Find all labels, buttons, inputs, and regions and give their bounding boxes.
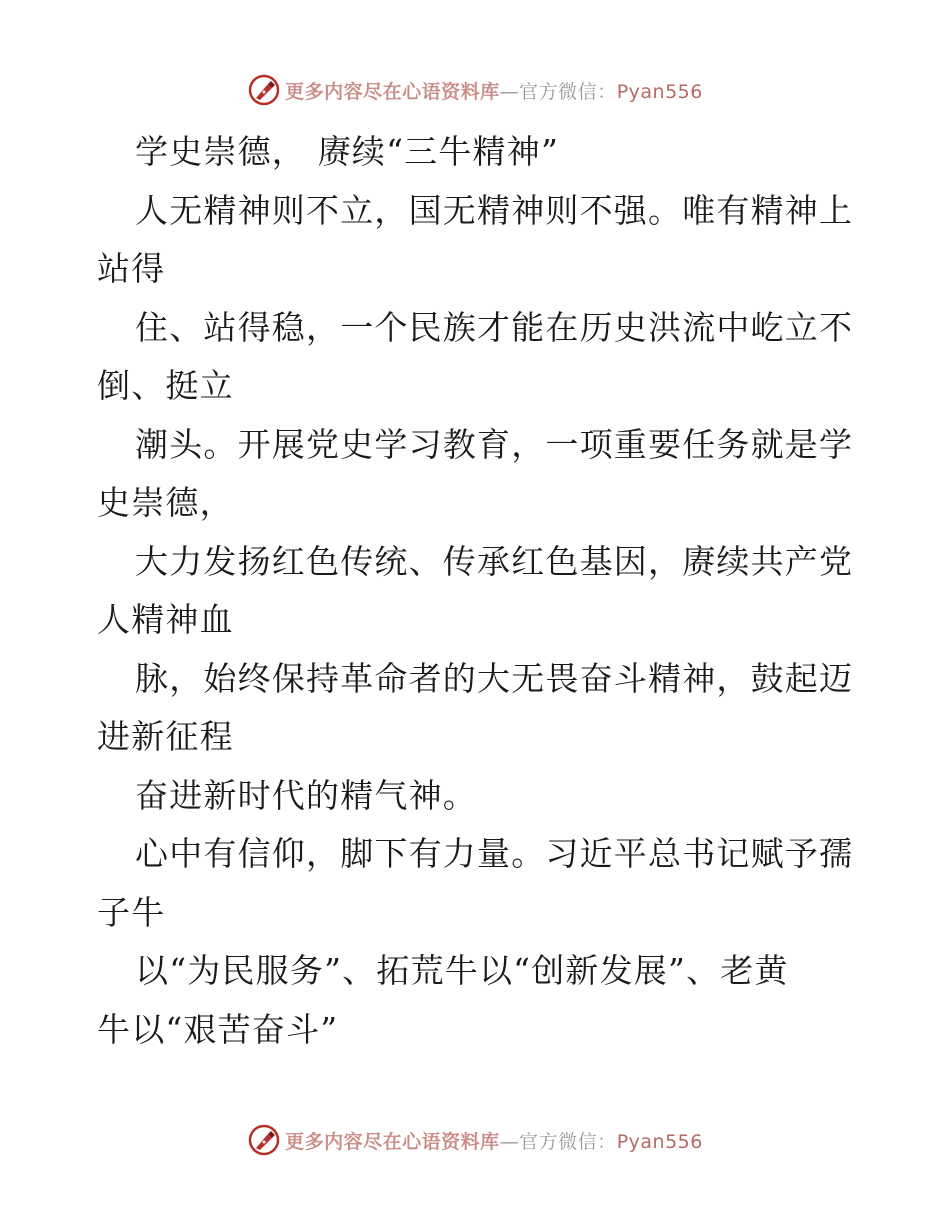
- footer-banner-wechat-id: Pyan556: [616, 1130, 703, 1153]
- text-line: 潮头。开展党史学习教育，一项重要任务就是学: [135, 424, 854, 464]
- text-line: 心中有信仰，脚下有力量。习近平总书记赋予孺: [135, 834, 854, 873]
- text-line: 人精神血: [97, 600, 234, 639]
- pen-nib-logo-icon: [247, 73, 281, 107]
- text-line: 奋进新时代的精气神。: [135, 775, 477, 815]
- text-line: 大力发扬红色传统、传承红色基因，赓续共产党: [135, 541, 854, 581]
- footer-banner-site: 更多内容尽在心语资料库: [285, 1130, 500, 1153]
- header-banner: [0, 70, 950, 110]
- text-line: 脉，始终保持革命者的大无畏奋斗精神，鼓起迈: [135, 658, 854, 698]
- header-banner-wechat-label: —官方微信：: [499, 80, 617, 103]
- text-line: 站得: [97, 249, 166, 288]
- text-line: 住、站得稳，一个民族才能在历史洪流中屹立不: [135, 307, 854, 347]
- text-line: 以“为民服务”、拓荒牛以“创新发展”、老黄: [135, 951, 789, 990]
- text-line: 子牛: [97, 892, 166, 932]
- header-banner-wechat-id: Pyan556: [616, 80, 703, 103]
- document-body: [97, 123, 857, 1059]
- text-line: 倒、挺立: [97, 366, 234, 405]
- text-line: 牛以“艰苦奋斗”: [97, 1009, 339, 1049]
- footer-banner-wechat-label: —官方微信：: [499, 1130, 617, 1153]
- text-line: 学史崇德， 赓续“三牛精神”: [135, 132, 560, 171]
- text-line: 史崇德，: [97, 483, 234, 522]
- pen-nib-logo-icon: [247, 1123, 281, 1157]
- header-banner-site: 更多内容尽在心语资料库: [285, 80, 500, 103]
- text-line: 人无精神则不立，国无精神则不强。唯有精神上: [135, 190, 854, 230]
- header-banner-text: [285, 77, 703, 104]
- text-line: 进新征程: [97, 717, 234, 756]
- footer-banner-text: [285, 1127, 703, 1154]
- footer-banner: [0, 1120, 950, 1160]
